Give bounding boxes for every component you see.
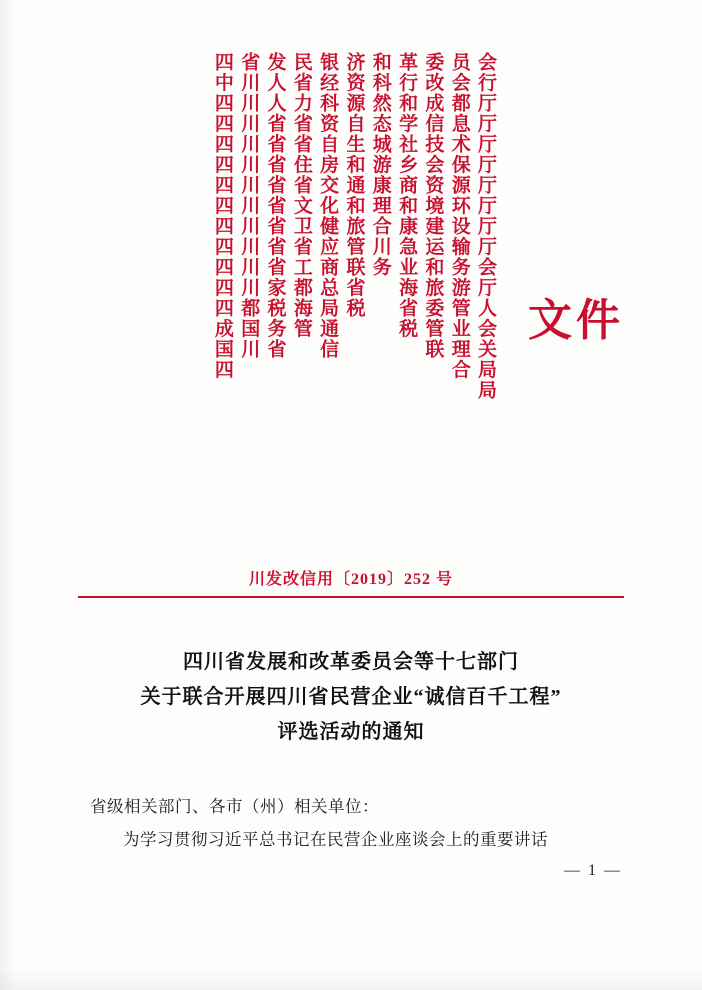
letterhead-column: 四中四四四四四四四四四四四成国四 [211, 52, 233, 380]
letterhead-column: 省川川川川川川川川川川川都国川 [238, 52, 260, 360]
letterhead-column: 委改成信技会资境建运和旅委管联 [422, 52, 444, 360]
title-line: 四川省发展和改革委员会等十七部门 [183, 651, 519, 673]
page-number: — 1 — [564, 862, 622, 879]
letterhead-column: 会行厅厅厅厅厅厅厅厅会厅人会关局局 [475, 52, 496, 401]
letterhead-vertical-columns [78, 52, 498, 522]
wenjian-label: 文件 [528, 296, 624, 345]
document-body [90, 790, 618, 856]
body-paragraph: 为学习贯彻习近平总书记在民营企业座谈会上的重要讲话 [123, 830, 548, 849]
letterhead-column: 银经科资自房交化健应商总局通信 [317, 52, 339, 360]
red-separator-rule [78, 596, 624, 598]
scan-edge-bottom [0, 968, 702, 990]
recipient-line: 省级相关部门、各市（州）相关单位： [90, 797, 379, 816]
letterhead-column: 发人人省省省省省省省省家税务省 [264, 52, 286, 360]
document-title [78, 645, 624, 750]
letterhead-column: 济资源自生和通和旅管联省税 [343, 52, 365, 319]
title-line: 评选活动的通知 [277, 721, 425, 743]
letterhead-column: 革行和学社乡商和康急业海省税 [396, 52, 418, 339]
letterhead-column: 和科然态城游康理合川务 [369, 52, 391, 278]
letterhead-masthead [0, 52, 702, 552]
letterhead-column: 员会都息术保源环设输务游管业理合 [448, 52, 470, 380]
document-number: 川发改信用〔2019〕252 号 [248, 571, 453, 588]
title-line: 关于联合开展四川省民营企业“诚信百千工程” [140, 686, 562, 708]
letterhead-column: 民省力省省住省文卫省工都海管 [290, 52, 312, 339]
